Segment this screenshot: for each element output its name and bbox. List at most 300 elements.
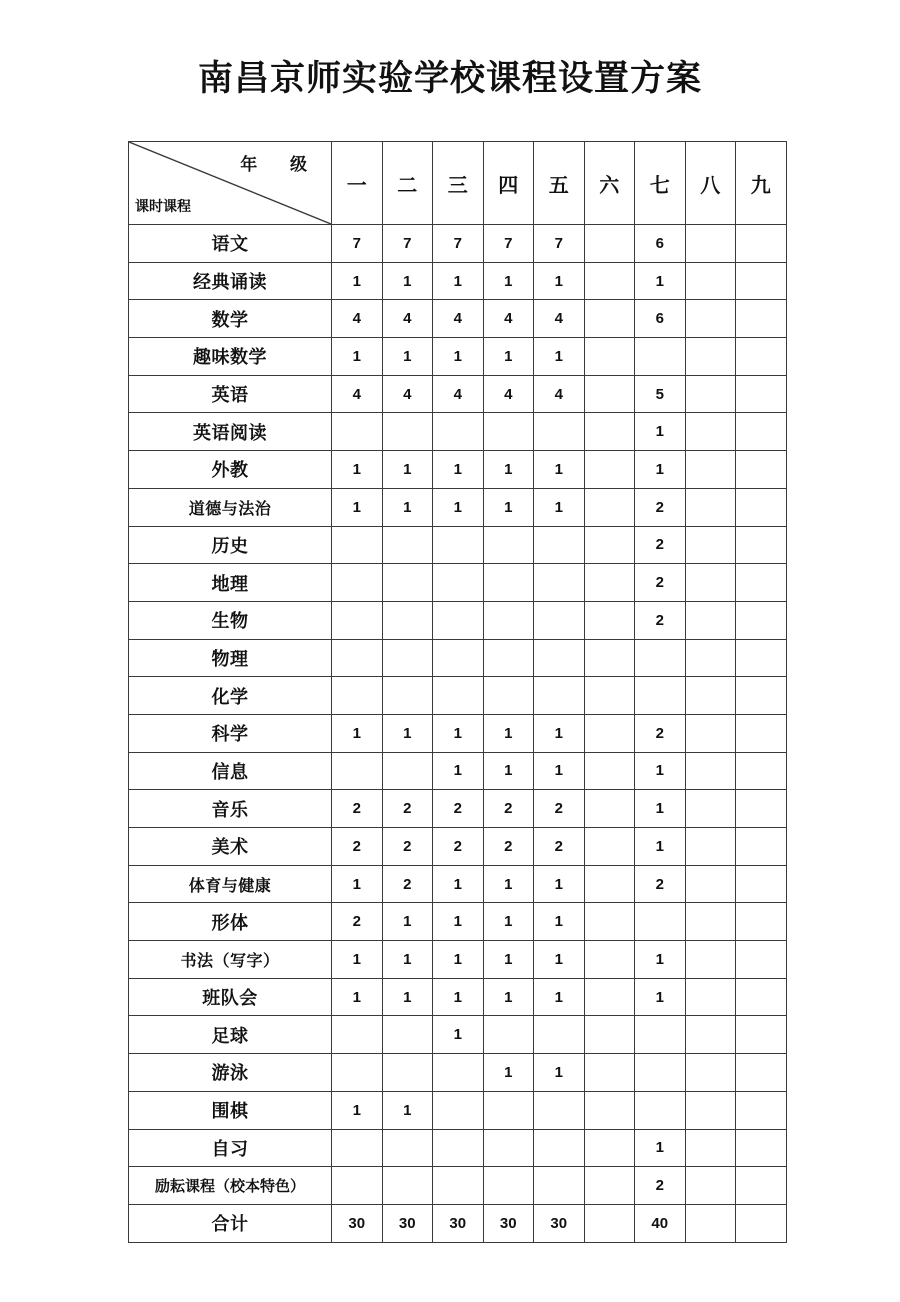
cell-3-7: 6 xyxy=(635,300,686,338)
row-label: 英语 xyxy=(129,375,332,413)
table-row xyxy=(129,903,787,941)
cell-5-1: 4 xyxy=(332,375,383,413)
row-label: 美术 xyxy=(129,828,332,866)
cell-24-3 xyxy=(433,1091,484,1129)
cell-20-6 xyxy=(584,941,635,979)
cell-1-5: 7 xyxy=(534,225,585,263)
cell-3-3: 4 xyxy=(433,300,484,338)
row-label: 外教 xyxy=(129,451,332,489)
cell-11-9 xyxy=(736,601,787,639)
cell-5-9 xyxy=(736,375,787,413)
row-label: 经典诵读 xyxy=(129,262,332,300)
cell-14-6 xyxy=(584,714,635,752)
cell-11-7: 2 xyxy=(635,601,686,639)
cell-2-5: 1 xyxy=(534,262,585,300)
cell-15-4: 1 xyxy=(483,752,534,790)
cell-1-7: 6 xyxy=(635,225,686,263)
cell-21-1: 1 xyxy=(332,978,383,1016)
cell-5-3: 4 xyxy=(433,375,484,413)
cell-10-3 xyxy=(433,564,484,602)
cell-13-2 xyxy=(382,677,433,715)
cell-9-6 xyxy=(584,526,635,564)
corner-course-label: 课时课程 xyxy=(135,198,191,214)
cell-18-1: 1 xyxy=(332,865,383,903)
cell-3-5: 4 xyxy=(534,300,585,338)
cell-7-2: 1 xyxy=(382,451,433,489)
cell-9-3 xyxy=(433,526,484,564)
cell-2-6 xyxy=(584,262,635,300)
cell-11-2 xyxy=(382,601,433,639)
cell-1-9 xyxy=(736,225,787,263)
cell-11-6 xyxy=(584,601,635,639)
cell-15-6 xyxy=(584,752,635,790)
cell-20-9 xyxy=(736,941,787,979)
cell-17-2: 2 xyxy=(382,828,433,866)
row-label: 趣味数学 xyxy=(129,338,332,376)
cell-23-1 xyxy=(332,1054,383,1092)
cell-24-5 xyxy=(534,1091,585,1129)
cell-1-6 xyxy=(584,225,635,263)
cell-16-7: 1 xyxy=(635,790,686,828)
corner-header-cell xyxy=(129,142,332,225)
table-row xyxy=(129,375,787,413)
cell-22-9 xyxy=(736,1016,787,1054)
cell-15-7: 1 xyxy=(635,752,686,790)
cell-13-9 xyxy=(736,677,787,715)
table-row xyxy=(129,752,787,790)
cell-20-4: 1 xyxy=(483,941,534,979)
cell-6-3 xyxy=(433,413,484,451)
cell-26-5 xyxy=(534,1167,585,1205)
table-row xyxy=(129,488,787,526)
cell-23-5: 1 xyxy=(534,1054,585,1092)
cell-13-6 xyxy=(584,677,635,715)
cell-17-6 xyxy=(584,828,635,866)
cell-15-1 xyxy=(332,752,383,790)
cell-16-8 xyxy=(685,790,736,828)
cell-25-4 xyxy=(483,1129,534,1167)
cell-19-3: 1 xyxy=(433,903,484,941)
cell-22-8 xyxy=(685,1016,736,1054)
cell-12-4 xyxy=(483,639,534,677)
cell-7-4: 1 xyxy=(483,451,534,489)
corner-grade-label: 年 级 xyxy=(240,155,321,174)
cell-16-6 xyxy=(584,790,635,828)
cell-20-8 xyxy=(685,941,736,979)
cell-8-6 xyxy=(584,488,635,526)
cell-26-1 xyxy=(332,1167,383,1205)
column-header-1: 一 xyxy=(332,142,383,225)
cell-17-4: 2 xyxy=(483,828,534,866)
cell-27-6 xyxy=(584,1204,635,1242)
cell-1-3: 7 xyxy=(433,225,484,263)
cell-18-8 xyxy=(685,865,736,903)
cell-8-1: 1 xyxy=(332,488,383,526)
cell-18-7: 2 xyxy=(635,865,686,903)
row-label: 道德与法治 xyxy=(129,488,332,526)
row-label: 信息 xyxy=(129,752,332,790)
cell-10-1 xyxy=(332,564,383,602)
cell-15-8 xyxy=(685,752,736,790)
row-label: 数学 xyxy=(129,300,332,338)
cell-22-4 xyxy=(483,1016,534,1054)
cell-10-8 xyxy=(685,564,736,602)
cell-21-8 xyxy=(685,978,736,1016)
row-label: 历史 xyxy=(129,526,332,564)
column-header-4: 四 xyxy=(483,142,534,225)
row-label: 语文 xyxy=(129,225,332,263)
cell-12-2 xyxy=(382,639,433,677)
cell-21-3: 1 xyxy=(433,978,484,1016)
cell-10-9 xyxy=(736,564,787,602)
cell-3-6 xyxy=(584,300,635,338)
cell-26-3 xyxy=(433,1167,484,1205)
cell-8-2: 1 xyxy=(382,488,433,526)
cell-8-7: 2 xyxy=(635,488,686,526)
table-row xyxy=(129,300,787,338)
cell-4-9 xyxy=(736,338,787,376)
cell-21-4: 1 xyxy=(483,978,534,1016)
row-label: 化学 xyxy=(129,677,332,715)
row-label: 合计 xyxy=(129,1204,332,1242)
column-header-8: 八 xyxy=(685,142,736,225)
cell-10-4 xyxy=(483,564,534,602)
cell-7-3: 1 xyxy=(433,451,484,489)
cell-25-1 xyxy=(332,1129,383,1167)
cell-3-1: 4 xyxy=(332,300,383,338)
row-label: 地理 xyxy=(129,564,332,602)
cell-26-2 xyxy=(382,1167,433,1205)
row-label: 足球 xyxy=(129,1016,332,1054)
cell-22-2 xyxy=(382,1016,433,1054)
cell-13-1 xyxy=(332,677,383,715)
table-row xyxy=(129,262,787,300)
cell-6-5 xyxy=(534,413,585,451)
cell-22-3: 1 xyxy=(433,1016,484,1054)
cell-22-6 xyxy=(584,1016,635,1054)
cell-2-1: 1 xyxy=(332,262,383,300)
cell-15-3: 1 xyxy=(433,752,484,790)
cell-23-2 xyxy=(382,1054,433,1092)
cell-11-3 xyxy=(433,601,484,639)
cell-25-5 xyxy=(534,1129,585,1167)
row-label: 形体 xyxy=(129,903,332,941)
table-header xyxy=(129,142,787,225)
cell-7-1: 1 xyxy=(332,451,383,489)
cell-4-2: 1 xyxy=(382,338,433,376)
cell-6-9 xyxy=(736,413,787,451)
table-row xyxy=(129,1016,787,1054)
cell-11-1 xyxy=(332,601,383,639)
cell-17-5: 2 xyxy=(534,828,585,866)
cell-10-6 xyxy=(584,564,635,602)
cell-8-3: 1 xyxy=(433,488,484,526)
cell-3-2: 4 xyxy=(382,300,433,338)
cell-5-5: 4 xyxy=(534,375,585,413)
row-label: 音乐 xyxy=(129,790,332,828)
cell-21-9 xyxy=(736,978,787,1016)
cell-18-4: 1 xyxy=(483,865,534,903)
table-row xyxy=(129,790,787,828)
cell-4-3: 1 xyxy=(433,338,484,376)
cell-7-9 xyxy=(736,451,787,489)
page-title: 南昌京师实验学校课程设置方案 xyxy=(197,59,702,98)
cell-9-8 xyxy=(685,526,736,564)
cell-16-4: 2 xyxy=(483,790,534,828)
cell-27-4: 30 xyxy=(483,1204,534,1242)
cell-19-5: 1 xyxy=(534,903,585,941)
table-row xyxy=(129,714,787,752)
table-row xyxy=(129,338,787,376)
cell-9-9 xyxy=(736,526,787,564)
cell-16-5: 2 xyxy=(534,790,585,828)
cell-25-9 xyxy=(736,1129,787,1167)
cell-21-5: 1 xyxy=(534,978,585,1016)
cell-15-9 xyxy=(736,752,787,790)
cell-26-9 xyxy=(736,1167,787,1205)
cell-12-5 xyxy=(534,639,585,677)
cell-15-2 xyxy=(382,752,433,790)
cell-13-7 xyxy=(635,677,686,715)
cell-25-8 xyxy=(685,1129,736,1167)
cell-24-9 xyxy=(736,1091,787,1129)
cell-17-7: 1 xyxy=(635,828,686,866)
cell-23-7 xyxy=(635,1054,686,1092)
cell-4-8 xyxy=(685,338,736,376)
row-label: 英语阅读 xyxy=(129,413,332,451)
cell-6-4 xyxy=(483,413,534,451)
cell-4-6 xyxy=(584,338,635,376)
cell-16-1: 2 xyxy=(332,790,383,828)
table-row xyxy=(129,639,787,677)
cell-17-9 xyxy=(736,828,787,866)
table-row xyxy=(129,1167,787,1205)
cell-6-2 xyxy=(382,413,433,451)
table-row xyxy=(129,1054,787,1092)
cell-6-1 xyxy=(332,413,383,451)
cell-12-8 xyxy=(685,639,736,677)
cell-27-2: 30 xyxy=(382,1204,433,1242)
table-row xyxy=(129,601,787,639)
row-label: 班队会 xyxy=(129,978,332,1016)
cell-24-2: 1 xyxy=(382,1091,433,1129)
table-row xyxy=(129,1129,787,1167)
cell-12-9 xyxy=(736,639,787,677)
cell-19-1: 2 xyxy=(332,903,383,941)
cell-2-9 xyxy=(736,262,787,300)
cell-27-3: 30 xyxy=(433,1204,484,1242)
row-label: 书法（写字） xyxy=(129,941,332,979)
table-row xyxy=(129,526,787,564)
cell-5-4: 4 xyxy=(483,375,534,413)
cell-23-3 xyxy=(433,1054,484,1092)
cell-27-7: 40 xyxy=(635,1204,686,1242)
table-row xyxy=(129,564,787,602)
cell-22-7 xyxy=(635,1016,686,1054)
cell-24-8 xyxy=(685,1091,736,1129)
cell-5-7: 5 xyxy=(635,375,686,413)
cell-11-5 xyxy=(534,601,585,639)
table-body xyxy=(129,225,787,1243)
cell-1-8 xyxy=(685,225,736,263)
row-label: 围棋 xyxy=(129,1091,332,1129)
cell-14-2: 1 xyxy=(382,714,433,752)
cell-24-1: 1 xyxy=(332,1091,383,1129)
cell-26-6 xyxy=(584,1167,635,1205)
table-row xyxy=(129,413,787,451)
cell-22-5 xyxy=(534,1016,585,1054)
cell-24-4 xyxy=(483,1091,534,1129)
cell-6-7: 1 xyxy=(635,413,686,451)
cell-25-6 xyxy=(584,1129,635,1167)
cell-1-2: 7 xyxy=(382,225,433,263)
cell-17-8 xyxy=(685,828,736,866)
cell-26-7: 2 xyxy=(635,1167,686,1205)
cell-2-8 xyxy=(685,262,736,300)
column-header-3: 三 xyxy=(433,142,484,225)
cell-11-8 xyxy=(685,601,736,639)
cell-14-1: 1 xyxy=(332,714,383,752)
cell-18-5: 1 xyxy=(534,865,585,903)
cell-14-9 xyxy=(736,714,787,752)
cell-5-8 xyxy=(685,375,736,413)
cell-10-5 xyxy=(534,564,585,602)
cell-16-3: 2 xyxy=(433,790,484,828)
table-row xyxy=(129,865,787,903)
table-row xyxy=(129,1091,787,1129)
row-label: 自习 xyxy=(129,1129,332,1167)
table-row xyxy=(129,225,787,263)
cell-19-8 xyxy=(685,903,736,941)
curriculum-table xyxy=(128,141,787,1243)
cell-10-2 xyxy=(382,564,433,602)
cell-25-2 xyxy=(382,1129,433,1167)
cell-12-7 xyxy=(635,639,686,677)
cell-6-8 xyxy=(685,413,736,451)
cell-27-8 xyxy=(685,1204,736,1242)
cell-19-2: 1 xyxy=(382,903,433,941)
cell-15-5: 1 xyxy=(534,752,585,790)
cell-23-8 xyxy=(685,1054,736,1092)
cell-14-3: 1 xyxy=(433,714,484,752)
cell-25-3 xyxy=(433,1129,484,1167)
cell-23-9 xyxy=(736,1054,787,1092)
cell-18-3: 1 xyxy=(433,865,484,903)
cell-4-5: 1 xyxy=(534,338,585,376)
cell-18-9 xyxy=(736,865,787,903)
cell-2-2: 1 xyxy=(382,262,433,300)
cell-2-3: 1 xyxy=(433,262,484,300)
cell-5-2: 4 xyxy=(382,375,433,413)
cell-20-5: 1 xyxy=(534,941,585,979)
row-label: 游泳 xyxy=(129,1054,332,1092)
table-row xyxy=(129,828,787,866)
cell-9-4 xyxy=(483,526,534,564)
cell-2-7: 1 xyxy=(635,262,686,300)
row-label: 体育与健康 xyxy=(129,865,332,903)
cell-16-2: 2 xyxy=(382,790,433,828)
cell-3-8 xyxy=(685,300,736,338)
table-row xyxy=(129,677,787,715)
cell-13-4 xyxy=(483,677,534,715)
cell-12-3 xyxy=(433,639,484,677)
row-label: 科学 xyxy=(129,714,332,752)
cell-17-1: 2 xyxy=(332,828,383,866)
cell-14-8 xyxy=(685,714,736,752)
cell-9-5 xyxy=(534,526,585,564)
cell-8-8 xyxy=(685,488,736,526)
table-row xyxy=(129,1204,787,1242)
cell-20-7: 1 xyxy=(635,941,686,979)
cell-19-9 xyxy=(736,903,787,941)
cell-7-7: 1 xyxy=(635,451,686,489)
cell-24-7 xyxy=(635,1091,686,1129)
cell-21-7: 1 xyxy=(635,978,686,1016)
column-header-6: 六 xyxy=(584,142,635,225)
row-label: 生物 xyxy=(129,601,332,639)
cell-18-2: 2 xyxy=(382,865,433,903)
cell-14-5: 1 xyxy=(534,714,585,752)
cell-21-6 xyxy=(584,978,635,1016)
curriculum-table-container xyxy=(128,141,785,1243)
cell-27-1: 30 xyxy=(332,1204,383,1242)
cell-19-4: 1 xyxy=(483,903,534,941)
cell-3-9 xyxy=(736,300,787,338)
cell-11-4 xyxy=(483,601,534,639)
cell-19-7 xyxy=(635,903,686,941)
cell-9-2 xyxy=(382,526,433,564)
cell-9-7: 2 xyxy=(635,526,686,564)
cell-12-1 xyxy=(332,639,383,677)
column-header-5: 五 xyxy=(534,142,585,225)
cell-8-5: 1 xyxy=(534,488,585,526)
cell-3-4: 4 xyxy=(483,300,534,338)
cell-17-3: 2 xyxy=(433,828,484,866)
cell-1-4: 7 xyxy=(483,225,534,263)
cell-6-6 xyxy=(584,413,635,451)
cell-4-7 xyxy=(635,338,686,376)
cell-8-4: 1 xyxy=(483,488,534,526)
cell-16-9 xyxy=(736,790,787,828)
cell-5-6 xyxy=(584,375,635,413)
cell-4-1: 1 xyxy=(332,338,383,376)
cell-13-3 xyxy=(433,677,484,715)
cell-25-7: 1 xyxy=(635,1129,686,1167)
cell-23-6 xyxy=(584,1054,635,1092)
cell-7-6 xyxy=(584,451,635,489)
cell-10-7: 2 xyxy=(635,564,686,602)
cell-21-2: 1 xyxy=(382,978,433,1016)
cell-26-8 xyxy=(685,1167,736,1205)
cell-27-5: 30 xyxy=(534,1204,585,1242)
cell-1-1: 7 xyxy=(332,225,383,263)
cell-7-5: 1 xyxy=(534,451,585,489)
cell-8-9 xyxy=(736,488,787,526)
cell-24-6 xyxy=(584,1091,635,1129)
cell-9-1 xyxy=(332,526,383,564)
cell-23-4: 1 xyxy=(483,1054,534,1092)
cell-2-4: 1 xyxy=(483,262,534,300)
cell-27-9 xyxy=(736,1204,787,1242)
cell-22-1 xyxy=(332,1016,383,1054)
cell-14-7: 2 xyxy=(635,714,686,752)
table-row xyxy=(129,978,787,1016)
table-row xyxy=(129,941,787,979)
row-label: 励耘课程（校本特色） xyxy=(129,1167,332,1205)
column-header-7: 七 xyxy=(635,142,686,225)
table-row xyxy=(129,451,787,489)
row-label: 物理 xyxy=(129,639,332,677)
